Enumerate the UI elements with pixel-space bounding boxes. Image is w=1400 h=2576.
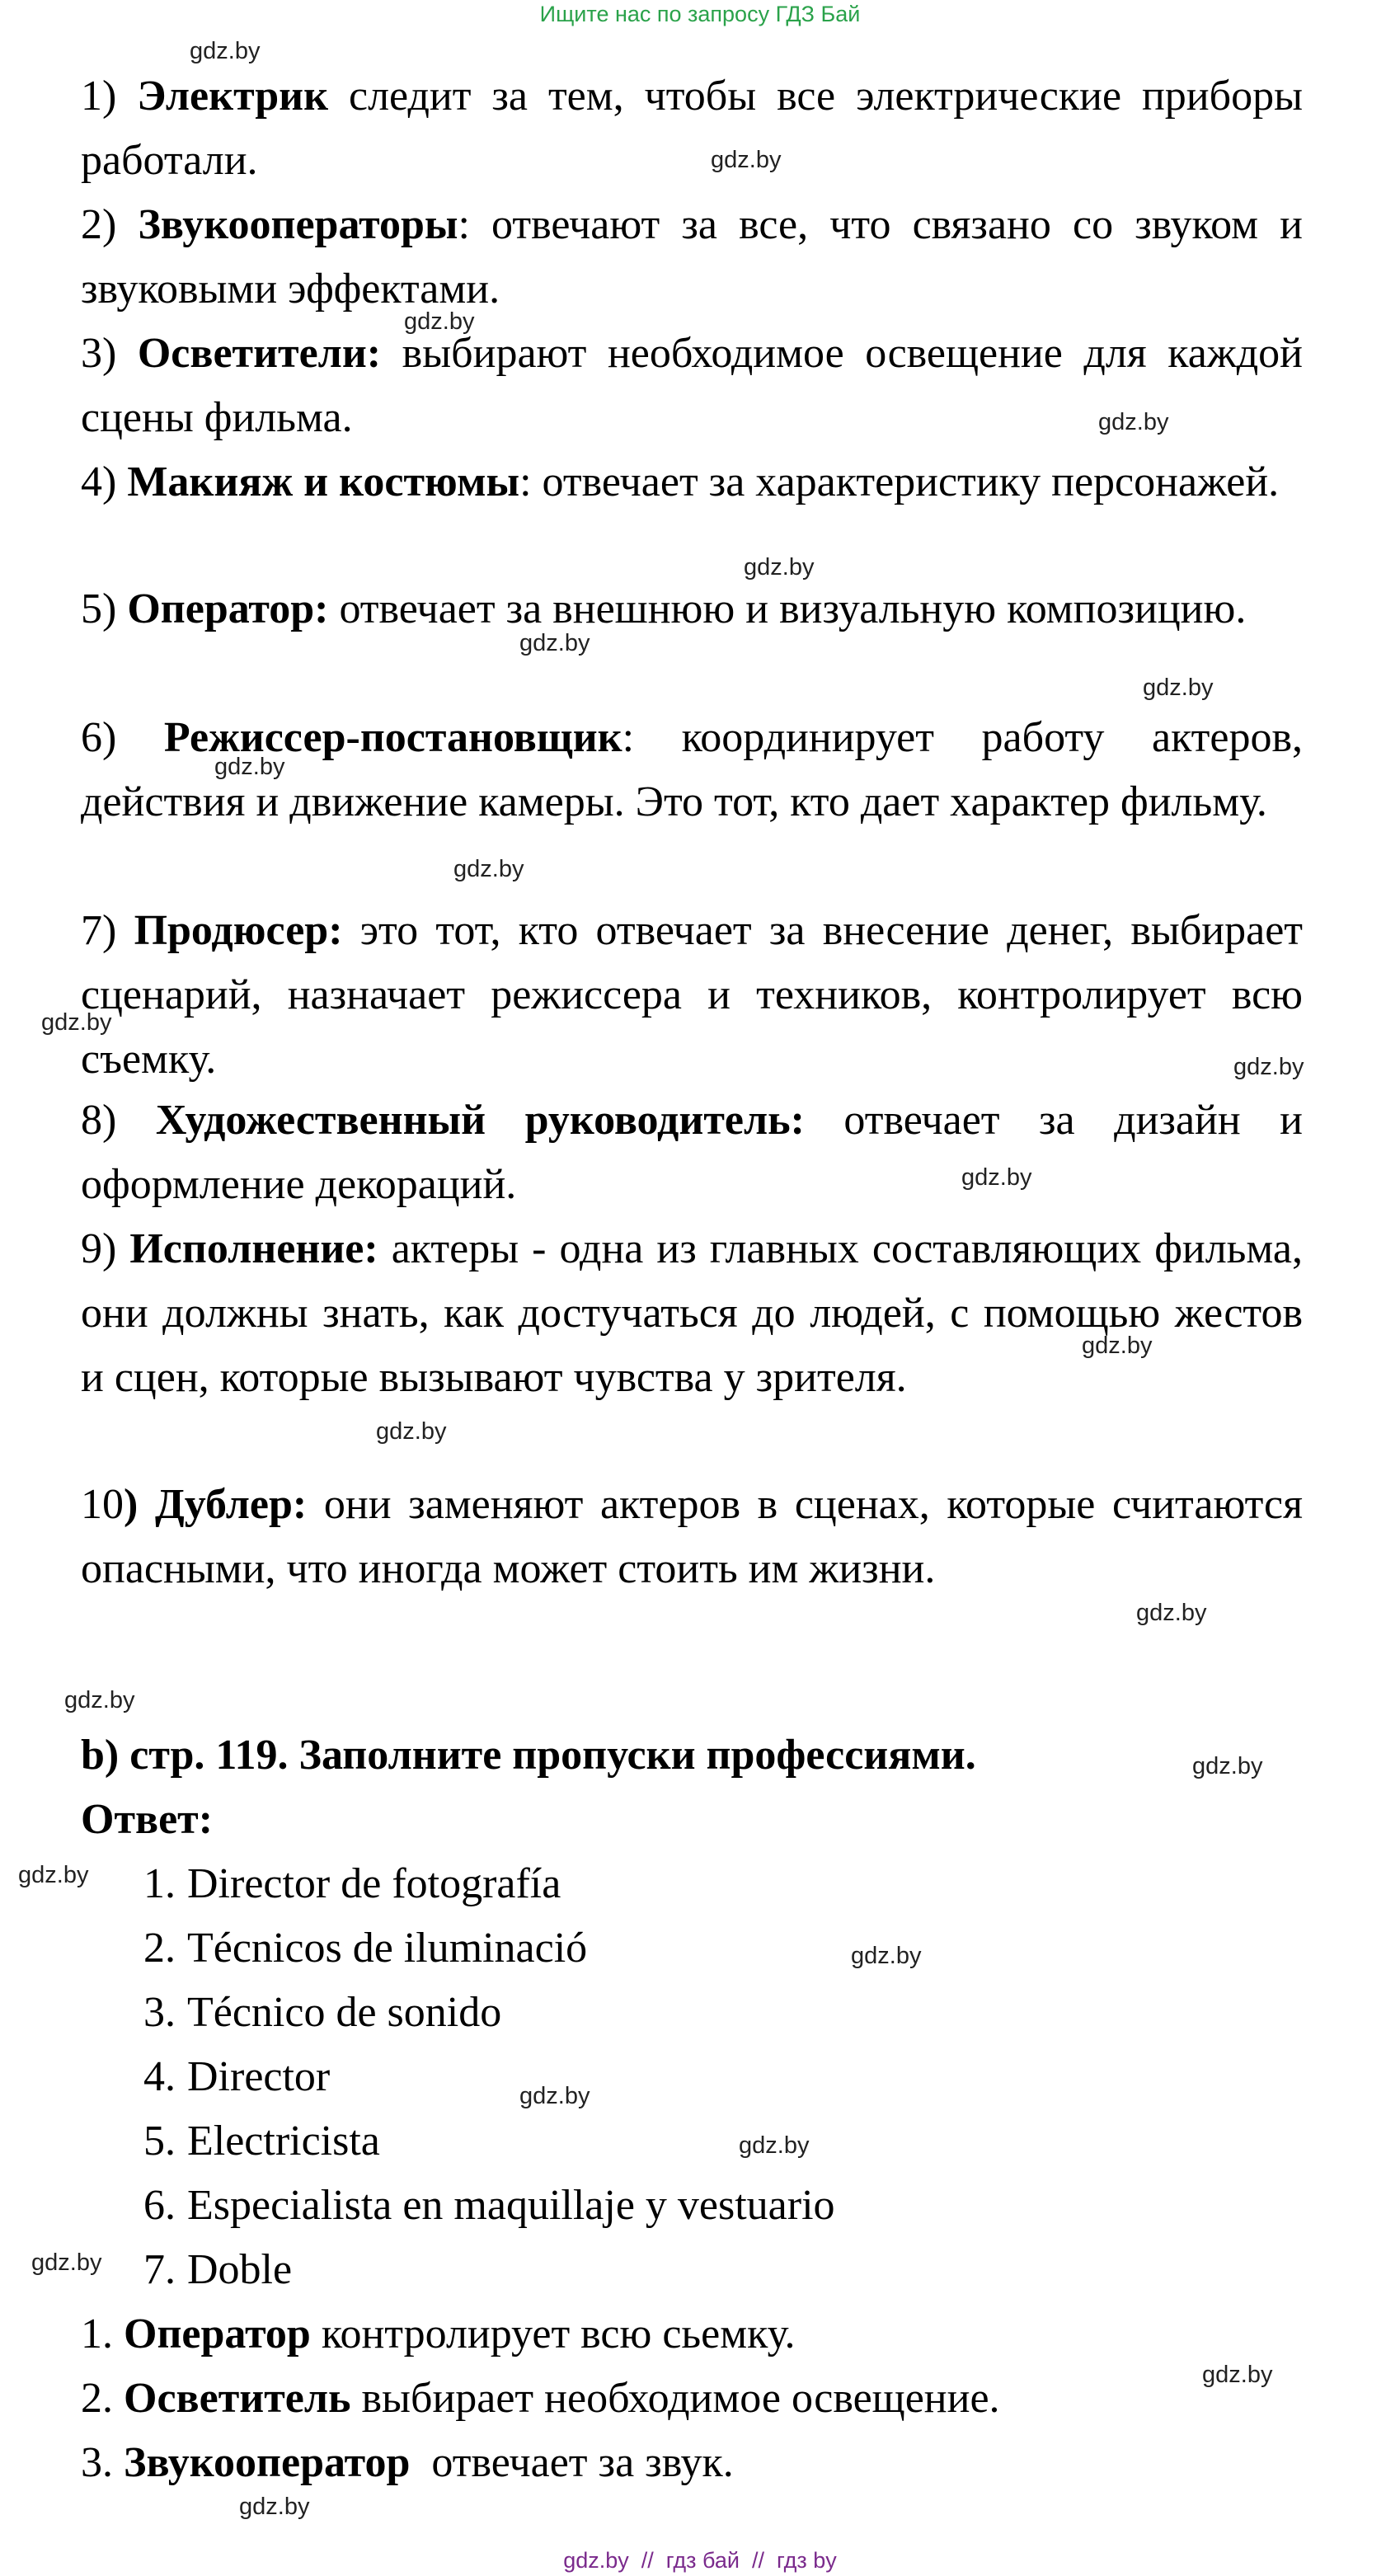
watermark: gdz.by [744, 554, 815, 581]
watermark: gdz.by [711, 147, 782, 173]
role-item-1: 1) Электрик следит за тем, чтобы все электрические приборы работали. [81, 73, 1303, 184]
watermark: gdz.by [190, 38, 261, 64]
sentence-item-3: 3. Звукооператор отвечает за звук. [81, 2439, 734, 2486]
watermark: gdz.by [376, 1418, 447, 1445]
answer-item-4: 4. Director [143, 2053, 331, 2100]
watermark: gdz.by [1233, 1054, 1304, 1080]
answer-item-6: 6. Especialista en maquillaje y vestuario [143, 2182, 835, 2229]
answer-item-5: 5. Electricista [143, 2118, 380, 2165]
watermark: gdz.by [404, 308, 475, 335]
answer-label: Ответ: [81, 1796, 214, 1843]
watermark: gdz.by [64, 1687, 135, 1713]
role-item-7: 7) Продюсер: это тот, кто отвечает за внесение денег, выбирает сценарий, назначает режиссера и техников, контролирует всю съемку. [81, 907, 1304, 1083]
watermark: gdz.by [519, 2083, 590, 2109]
role-item-8: 8) Художественный руководитель: отвечает за дизайн и оформление декораций. [81, 1097, 1303, 1208]
watermark: gdz.by [214, 754, 285, 780]
role-item-2: 2) Звукооператоры: отвечают за все, что связано со звуком и звуковыми эффектами. [81, 201, 1304, 313]
watermark: gdz.by [1082, 1333, 1153, 1359]
answer-item-7: 7. Doble [143, 2246, 293, 2293]
watermark: gdz.by [31, 2249, 102, 2276]
role-item-4: 4) Макияж и костюмы: отвечает за характеристику персонажей. [81, 458, 1280, 505]
watermark: gdz.by [1143, 675, 1214, 701]
answer-item-1: 1. Director de fotografía [143, 1860, 561, 1907]
sentence-item-1: 1. Оператор контролирует всю сьемку. [81, 2310, 796, 2357]
role-item-3: 3) Осветители: выбирают необходимое освещение для каждой сцены фильма. [81, 330, 1303, 441]
watermark: gdz.by [239, 2494, 310, 2520]
answer-item-2: 2. Técnicos de iluminació [143, 1925, 588, 1972]
role-item-9: 9) Исполнение: актеры - одна из главных составляющих фильма, они должны знать, как достучаться до людей, с помощью жестов и сцен, которые вызывают чувства у зрителя. [81, 1225, 1304, 1401]
role-item-6: 6) Режиссер-постановщик: координирует работу актеров, действия и движение камеры. Это тот, кто дает характер фильму. [81, 714, 1304, 825]
watermark: gdz.by [18, 1862, 89, 1888]
watermark: gdz.by [41, 1009, 112, 1036]
watermark: gdz.by [851, 1943, 922, 1969]
role-item-5: 5) Оператор: отвечает за внешнюю и визуальную композицию. [81, 585, 1247, 632]
watermark: gdz.by [1192, 1753, 1263, 1779]
task-heading: b) стр. 119. Заполните пропуски профессиями. [81, 1732, 976, 1779]
watermark: gdz.by [1202, 2362, 1273, 2388]
top-banner: Ищите нас по запросу ГДЗ Бай [539, 2, 861, 26]
role-item-10: 10) Дублер: они заменяют актеров в сценах, которые считаются опасными, что иногда может стоить им жизни. [81, 1481, 1303, 1592]
watermark: gdz.by [961, 1164, 1032, 1191]
watermark: gdz.by [519, 630, 590, 656]
watermark: gdz.by [739, 2132, 810, 2159]
watermark: gdz.by [453, 856, 524, 882]
bottom-banner: gdz.by // гдз бай // гдз by [563, 2548, 837, 2573]
watermark: gdz.by [1136, 1600, 1207, 1626]
watermark: gdz.by [1098, 409, 1169, 435]
sentence-item-2: 2. Осветитель выбирает необходимое освещение. [81, 2375, 1000, 2422]
answer-item-3: 3. Técnico de sonido [143, 1989, 502, 2036]
